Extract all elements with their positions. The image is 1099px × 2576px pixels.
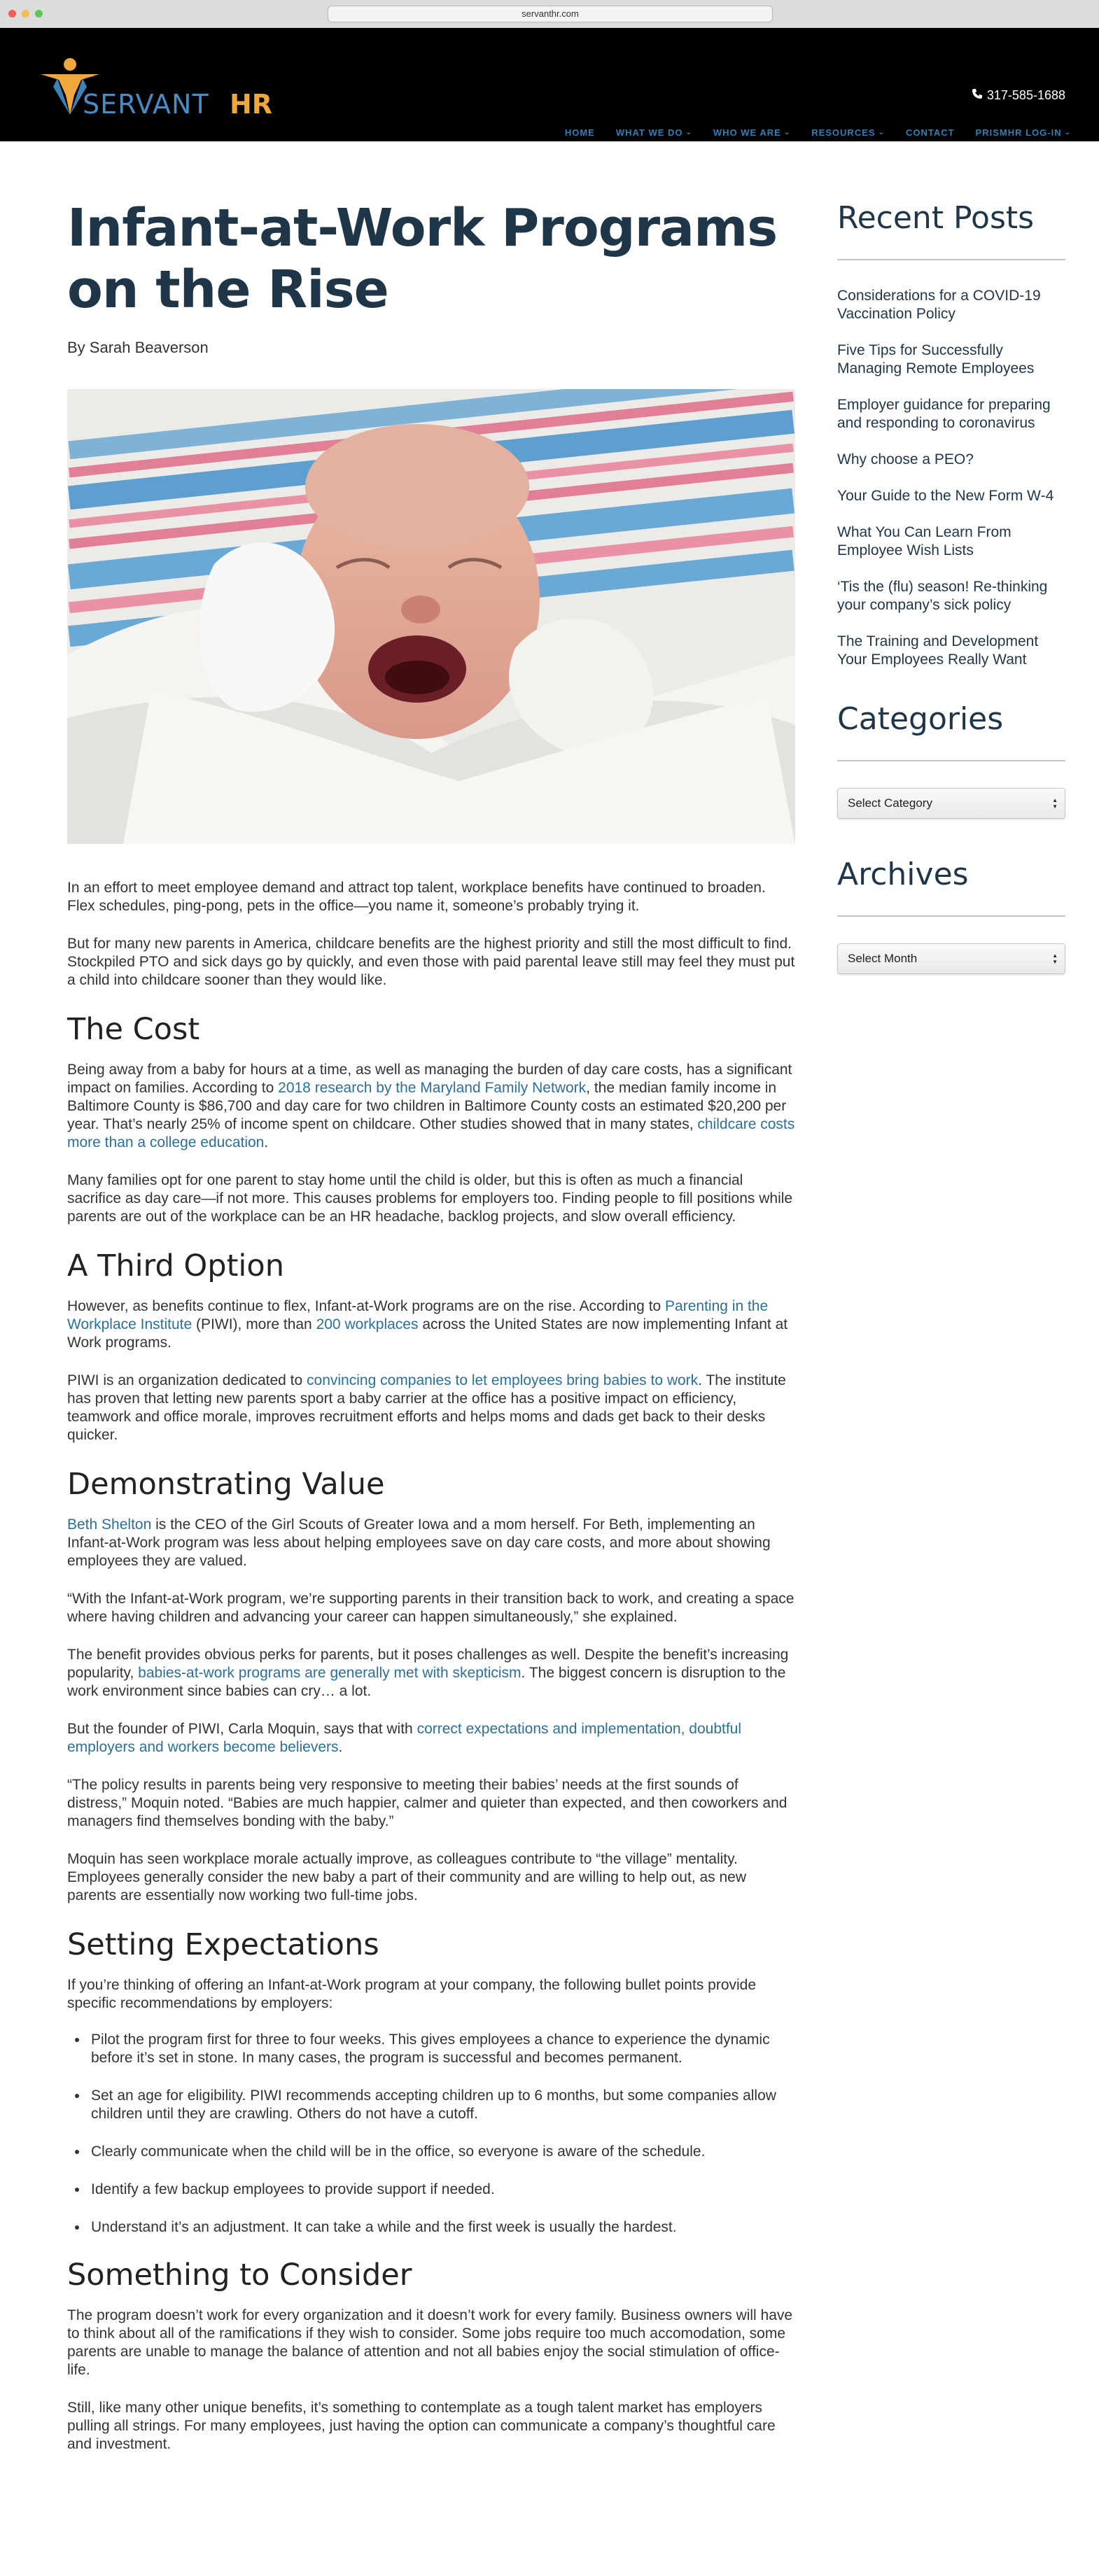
phone-number[interactable] — [972, 88, 1065, 103]
minimize-window-button[interactable] — [22, 10, 29, 17]
demo-p4-text-b: . — [338, 1739, 343, 1755]
phone-icon — [972, 88, 983, 103]
link-200-workplaces[interactable]: 200 workplaces — [316, 1316, 419, 1332]
list-item: • Set an age for eligibility. PIWI recommends accepting children up to 6 months, but some companies allow children until they are crawling. Others do not have a cutoff. — [88, 2087, 795, 2123]
cost-p1-text-b: , the median family income in Baltimore County is $86,700 and day care for two children in Baltimore County costs an estimated $20,200 per year. That’s nearly 25% of income spent on childcare. Other studies showed that in many states, — [67, 1080, 787, 1132]
nav-who-we-are-label: WHO WE ARE — [713, 127, 781, 138]
cost-paragraph-2: Many families opt for one parent to stay home until the child is older, but this is often as much a financial sacrifice as day care—if not more. This causes problems for employers too. Finding people to fill positions while parents are out of the workplace can be an HR headache, backlog projects, and slow overall efficiency. — [67, 1172, 793, 1225]
chevron-down-icon: ⌄ — [783, 129, 791, 136]
divider — [837, 915, 1065, 917]
servanthr-logo[interactable] — [39, 53, 291, 123]
chevron-down-icon: ⌄ — [685, 129, 692, 136]
list-item: • Pilot the program first for three to four weeks. This gives employees a chance to experience the dynamic before it’s set in stone. In many cases, the program is successful and becomes permanent. — [88, 2031, 795, 2067]
nav-prismhr-login-label: PRISMHR LOG-IN — [975, 127, 1062, 138]
browser-toolbar — [0, 0, 1099, 28]
section-heading-demonstrating-value: Demonstrating Value — [67, 1467, 385, 1502]
sidebar — [837, 141, 1065, 2454]
link-beth-shelton[interactable]: Beth Shelton — [67, 1516, 152, 1533]
section-heading-the-cost: The Cost — [67, 1012, 200, 1047]
divider — [837, 760, 1065, 761]
recent-post-link[interactable]: ‘Tis the (flu) season! Re-thinking your company’s sick policy — [837, 579, 1048, 613]
recent-post-link[interactable]: Five Tips for Successfully Managing Remote Employees — [837, 342, 1035, 376]
demo-paragraph-6: Moquin has seen workplace morale actually improve, as colleagues contribute to “the village” mentality. Employees generally consider the new baby a part of their community and are willing to help out, as new parents are essentially now working two full-time jobs. — [67, 1851, 747, 1903]
third-p1-text-b: (PIWI), more than — [192, 1316, 316, 1332]
demo-p3-text-b: . The biggest concern is disruption to the work environment since babies can cry… a lot. — [67, 1665, 786, 1699]
archives-widget — [837, 855, 1065, 974]
main-nav — [565, 127, 1071, 138]
recent-post-link[interactable]: Your Guide to the New Form W-4 — [837, 488, 1054, 504]
phone-number-text: 317-585-1688 — [986, 88, 1065, 102]
site-header — [0, 28, 1099, 141]
section-heading-third-option: A Third Option — [67, 1248, 284, 1283]
article-byline: By Sarah Beaverson — [67, 339, 209, 356]
third-p2-text-b: . The institute has proven that letting new parents sport a baby carrier at the office has a positive impact on efficiency, teamwork and office morale, improves recruitment efforts and helps moms and dads get back to their desks quicker. — [67, 1372, 786, 1443]
demo-paragraph-5: “The policy results in parents being very responsive to meeting their babies’ needs at the first sounds of distress,” Moquin noted. “Babies are much happier, calmer and quieter than expected, and then coworkers and managers find themselves bonding with the baby.” — [67, 1777, 788, 1829]
divider — [837, 259, 1065, 260]
recent-post-link[interactable]: Employer guidance for preparing and responding to coronavirus — [837, 397, 1051, 431]
archive-month-select[interactable] — [837, 943, 1065, 974]
link-maryland-family-network[interactable]: 2018 research by the Maryland Family Network — [278, 1080, 587, 1096]
nav-what-we-do-label: WHAT WE DO — [615, 127, 683, 138]
consider-paragraph-2: Still, like many other unique benefits, it’s something to contemplate as a tough talent market has employers pulling all strings. For many employees, just having the option can communicate a company’s thoughtful care and investment. — [67, 2400, 776, 2452]
article — [67, 141, 795, 2454]
demo-paragraph-1 — [67, 1516, 795, 1570]
nav-prismhr-login[interactable] — [976, 127, 1071, 138]
cost-paragraph-1 — [67, 1061, 795, 1152]
list-item: • Identify a few backup employees to provide support if needed. — [88, 2181, 795, 2199]
categories-widget — [837, 700, 1065, 819]
link-piwi[interactable]: Parenting in the Workplace Institute — [67, 1298, 769, 1332]
expect-paragraph-1: If you’re thinking of offering an Infant-at-Work program at your company, the following bullet points provide specific recommendations by employers: — [67, 1977, 757, 2011]
cost-p1-text-c: . — [264, 1134, 269, 1150]
demo-paragraph-3 — [67, 1646, 795, 1701]
demo-paragraph-4 — [67, 1720, 795, 1757]
select-arrows-icon: ▲ ▼ — [1052, 797, 1058, 810]
expectations-list — [88, 2031, 795, 2237]
address-bar[interactable]: servanthr.com — [328, 6, 773, 22]
link-childcare-vs-college[interactable]: childcare costs more than a college education — [67, 1116, 795, 1150]
nav-who-we-are[interactable] — [713, 127, 790, 138]
nav-resources[interactable] — [811, 127, 885, 138]
nav-home-label: HOME — [564, 127, 595, 138]
article-intro-2: But for many new parents in America, childcare benefits are the highest priority and still the most difficult to find. Stockpiled PTO and sick days go by quickly, and even those with paid parental leave still may feel they must put a child into childcare sooner than they would like. — [67, 936, 795, 988]
link-skepticism[interactable]: babies-at-work programs are generally met with skepticism — [138, 1665, 522, 1681]
nav-contact[interactable] — [906, 127, 955, 138]
list-item: • Understand it’s an adjustment. It can take a while and the first week is usually the hardest. — [88, 2218, 795, 2237]
section-heading-setting-expectations: Setting Expectations — [67, 1927, 379, 1962]
window-controls — [8, 10, 43, 17]
nav-contact-label: CONTACT — [905, 127, 955, 138]
list-item: • Clearly communicate when the child will be in the office, so everyone is aware of the schedule. — [88, 2143, 795, 2161]
third-paragraph-2 — [67, 1372, 795, 1444]
demo-p4-text-a: But the founder of PIWI, Carla Moquin, says that with — [67, 1721, 417, 1737]
chevron-down-icon: ⌄ — [1064, 129, 1071, 136]
select-arrows-icon: ▲ ▼ — [1052, 952, 1058, 965]
close-window-button[interactable] — [8, 10, 16, 17]
consider-paragraph-1: The program doesn’t work for every organization and it doesn’t work for every family. Business owners will have to think about all of the ramifications if they wish to consider. Some jobs require too much accomodation, some parents are unable to manage the balance of attention and not all babies enjoy the social stimulation of office-life. — [67, 2307, 793, 2378]
recent-posts-heading: Recent Posts — [837, 200, 1035, 236]
article-title: Infant-at-Work Programs on the Rise — [67, 198, 778, 320]
article-intro-1: In an effort to meet employee demand and attract top talent, workplace benefits have continued to broaden. Flex schedules, ping-pong, pets in the office—you name it, someone’s probably trying it. — [67, 880, 766, 914]
nav-what-we-do[interactable] — [616, 127, 692, 138]
archive-select-value: Select Month — [848, 952, 918, 965]
hero-image-newborn-baby — [67, 389, 795, 844]
category-select-value: Select Category — [848, 796, 932, 810]
recent-posts-list — [837, 287, 1065, 669]
link-convincing-companies[interactable]: convincing companies to let employees bring babies to work — [307, 1372, 699, 1388]
third-p1-text-a: However, as benefits continue to flex, Infant-at-Work programs are on the rise. According to — [67, 1298, 666, 1314]
demo-paragraph-2: “With the Infant-at-Work program, we’re supporting parents in their transition back to work, and creating a space where having children and advancing your career can happen simultaneously,” she explained. — [67, 1591, 794, 1625]
servanthr-logo-mark — [39, 53, 291, 123]
logo-wordmark-hr: HR — [230, 89, 273, 120]
nav-home[interactable] — [565, 127, 595, 138]
third-p1-text-c: across the United States are now implementing Infant at Work programs. — [67, 1316, 788, 1351]
link-correct-expectations[interactable]: correct expectations and implementation, doubtful employers and workers become believers — [67, 1721, 742, 1755]
maximize-window-button[interactable] — [35, 10, 43, 17]
logo-wordmark-servant: SERVANT — [83, 89, 209, 120]
demo-p3-text-a: The benefit provides obvious perks for parents, but it poses challenges as well. Despite the benefit’s increasing popularity, — [67, 1647, 789, 1681]
recent-post-link[interactable]: What You Can Learn From Employee Wish Lists — [837, 524, 1011, 558]
recent-post-link[interactable]: Why choose a PEO? — [837, 451, 974, 467]
section-heading-something-to-consider: Something to Consider — [67, 2258, 412, 2293]
cost-p1-text-a: Being away from a baby for hours at a time, as well as managing the burden of day care costs, has a significant impact on families. According to — [67, 1062, 792, 1096]
third-p2-text-a: PIWI is an organization dedicated to — [67, 1372, 307, 1388]
demo-p1-text: is the CEO of the Girl Scouts of Greater Iowa and a mom herself. For Beth, implementing an Infant-at-Work program was less about helping employees save on day care costs, and more about showing employees they are valued. — [67, 1516, 771, 1569]
recent-post-link[interactable]: Considerations for a COVID-19 Vaccination Policy — [837, 288, 1041, 322]
nav-resources-label: RESOURCES — [811, 127, 876, 138]
recent-post-link[interactable]: The Training and Development Your Employees Really Want — [837, 633, 1039, 668]
third-paragraph-1 — [67, 1297, 795, 1352]
category-select[interactable] — [837, 788, 1065, 819]
archives-heading: Archives — [837, 857, 969, 892]
chevron-down-icon: ⌄ — [878, 129, 885, 136]
categories-heading: Categories — [837, 701, 1004, 737]
page-body — [0, 141, 1099, 2454]
